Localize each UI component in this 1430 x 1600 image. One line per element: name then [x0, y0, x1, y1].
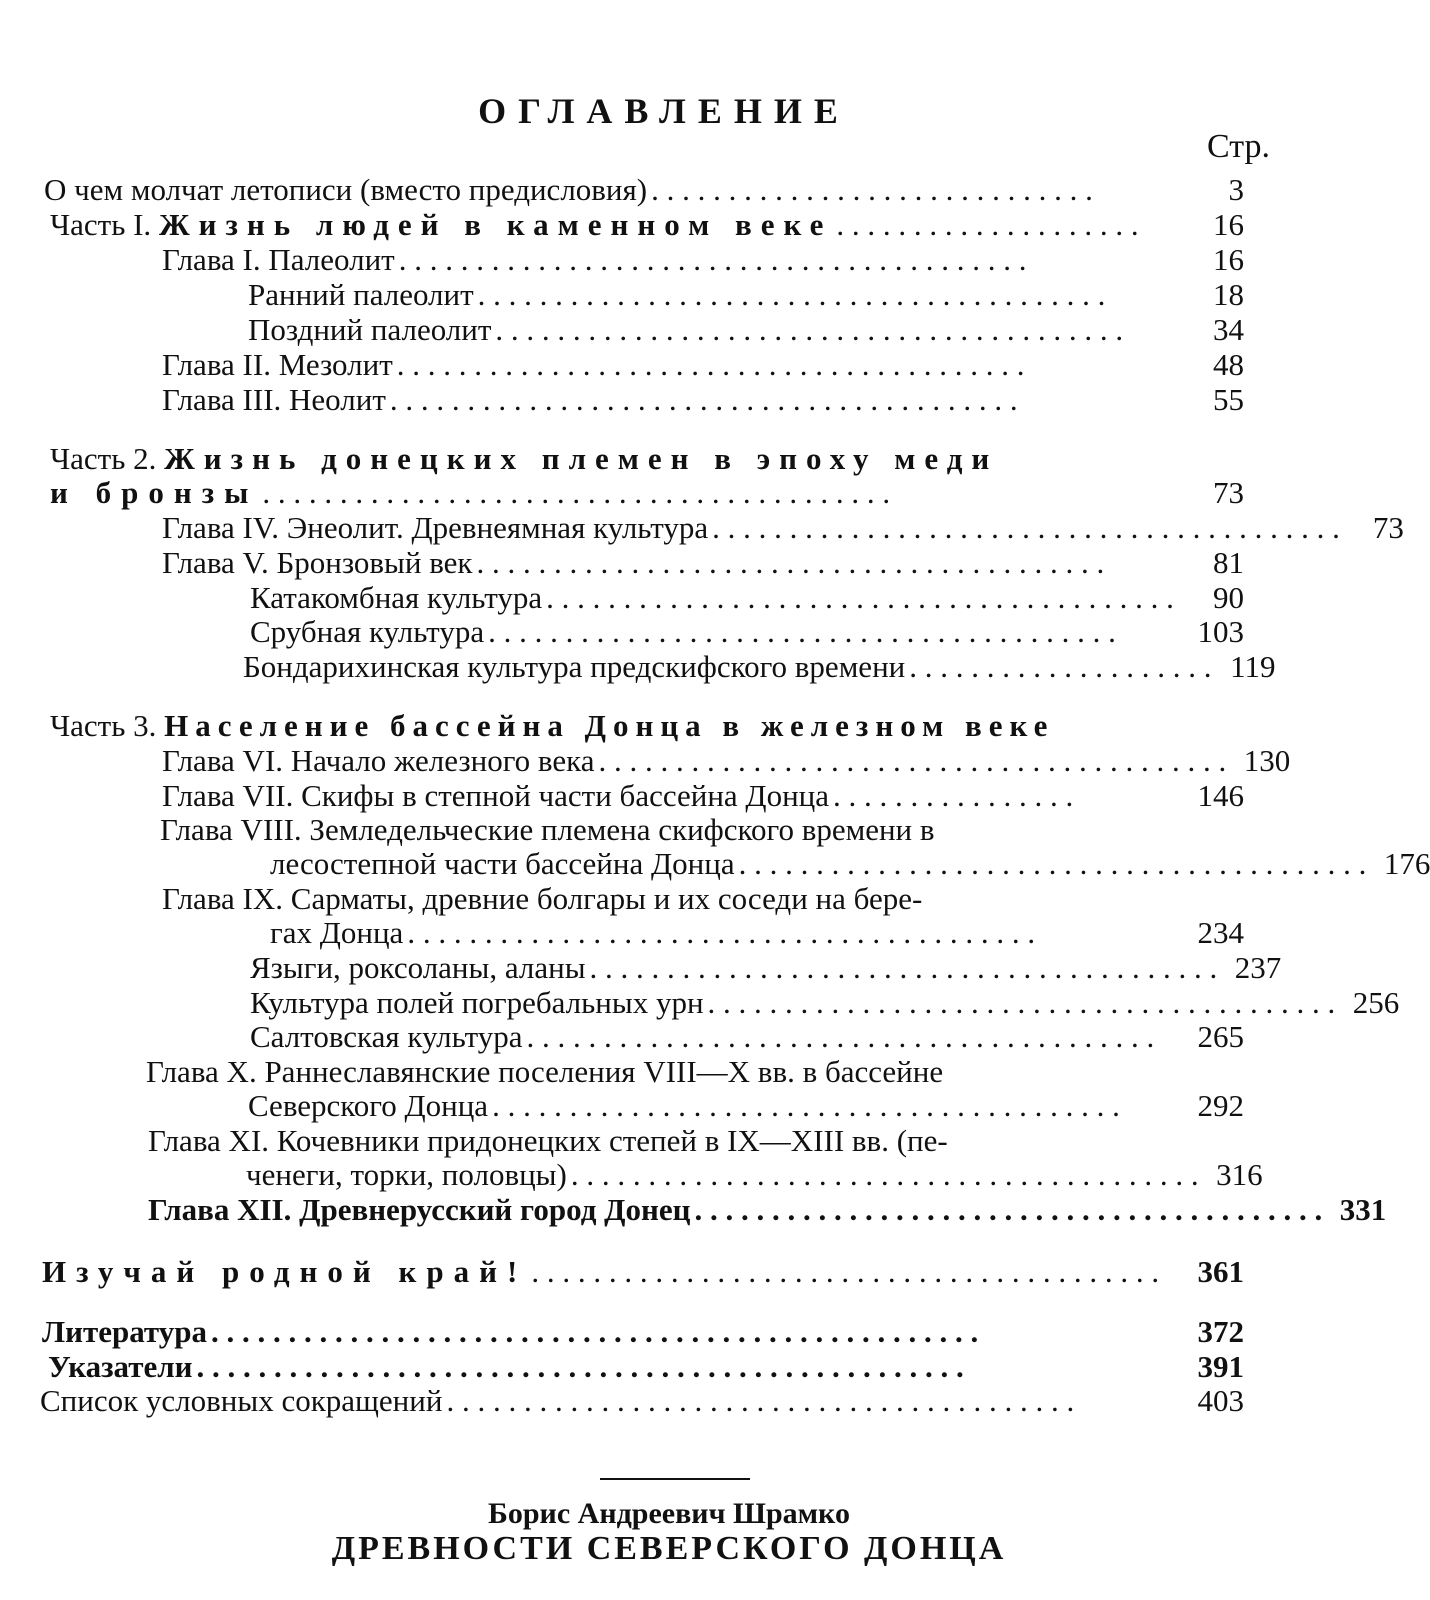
entry-label: лесостепной части бассейна Донца: [270, 846, 735, 881]
toc-entry: [250, 985, 1400, 1021]
toc-entry: [250, 950, 1282, 986]
entry-label: Глава V. Бронзовый век: [162, 545, 473, 580]
entry-page: 55: [1213, 382, 1244, 417]
entry-label: Жизнь людей в каменном веке: [158, 207, 833, 242]
entry-label: Северского Донца: [248, 1088, 489, 1123]
entry-page: 3: [1228, 172, 1244, 207]
entry-label: Глава XI. Кочевники придонецких степей в IX—XIII вв. (пе-: [148, 1123, 948, 1158]
part-prefix: Часть 2.: [50, 441, 165, 476]
entry-label: ченеги, торки, половцы): [246, 1157, 567, 1192]
toc-heading: ОГЛАВЛЕНИЕ: [478, 91, 850, 131]
toc-entry: [50, 475, 1244, 511]
entry-page: 292: [1197, 1088, 1244, 1123]
leader-dots: . . . . . . . . . . . . . . . . . . . . . . . . . . . . . . . . . . . . . . . . .: [396, 347, 1025, 382]
entry-page: 361: [1197, 1254, 1244, 1289]
toc-entry: [243, 649, 1276, 685]
toc-entry: [162, 743, 1291, 779]
toc-part-entry: [50, 708, 1244, 744]
leader-dots: . . . . . . . . . . . . . . . . . . . . . . . . . . . . . . . . . . . . . . . . . . . . . . . . . .: [196, 1349, 964, 1384]
toc-entry: [162, 778, 1244, 814]
entry-page: 130: [1243, 743, 1291, 778]
toc-entry: [40, 1383, 1244, 1419]
entry-label: Литература: [42, 1314, 207, 1349]
leader-dots: . . . . . . . . . . . . . . . . . . . . . . . . . . . . . . . . . . . . . . . . .: [531, 1254, 1160, 1289]
toc-entry: [160, 812, 1244, 848]
entry-label: и бронзы: [50, 475, 259, 510]
entry-page: 331: [1339, 1192, 1387, 1227]
leader-dots: . . . . . . . . . . . . . . . . . . . . . . . . . . . . .: [651, 172, 1093, 207]
entry-label: Языги, роксоланы, аланы: [250, 950, 586, 985]
entry-page: 16: [1213, 242, 1244, 277]
entry-page: 119: [1230, 649, 1276, 684]
entry-label: Глава VI. Начало железного века: [162, 743, 595, 778]
leader-dots: . . . . . . . . . . . . . . . . . . . . . . . . . . . . . . . . . . . . . . . . .: [389, 382, 1018, 417]
entry-label: Список условных сокращений: [40, 1383, 443, 1418]
toc-entry: [162, 881, 1244, 917]
leader-dots: . . . . . . . . . . . . . . . . . . . . . . . . . . . . . . . . . . . . . . . . .: [598, 743, 1227, 778]
author-name: Борис Андреевич Шрамко: [488, 1497, 850, 1530]
toc-entry: [146, 1054, 1244, 1090]
entry-label: Бондарихинская культура предскифского времени: [243, 649, 906, 684]
entry-label: Глава I. Палеолит: [162, 242, 395, 277]
entry-page: 316: [1216, 1157, 1263, 1192]
toc-entry: [148, 1123, 1244, 1159]
leader-dots: . . . . . . . . . . . . . . . . . . . .: [909, 649, 1212, 684]
leader-dots: . . . . . . . . . . . . . . . .: [833, 778, 1074, 813]
entry-page: 18: [1213, 277, 1244, 312]
entry-label: Ранний палеолит: [248, 277, 474, 312]
leader-dots: . . . . . . . . . . . . . . . . . . . . . . . . . . . . . . . . . . . . . . . . .: [495, 312, 1124, 347]
part-prefix: Часть I.: [50, 207, 159, 242]
page-column-header: Стр.: [1206, 128, 1270, 165]
leader-dots: . . . . . . . . . . . . . . . . . . . . . . . . . . . . . . . . . . . . . . . . .: [407, 915, 1036, 950]
entry-page: 176: [1383, 846, 1430, 881]
entry-page: 391: [1197, 1349, 1244, 1384]
leader-dots: . . . . . . . . . . . . . . . . . . . . . . . . . . . . . . . . . . . . . . . . .: [398, 242, 1027, 277]
entry-page: 237: [1234, 950, 1282, 985]
entry-label: Глава VII. Скифы в степной части бассейна Донца: [162, 778, 830, 813]
toc-entry: [248, 312, 1244, 348]
divider-rule: [600, 1478, 750, 1480]
leader-dots: . . . . . . . . . . . . . . . . . . . . . . . . . . . . . . . . . . . . . . . . .: [712, 510, 1340, 545]
entry-label: Срубная культура: [250, 614, 485, 649]
entry-label: О чем молчат летописи (вместо предисловия): [44, 172, 648, 207]
leader-dots: . . . . . . . . . . . . . . . . . . . . . . . . . . . . . . . . . . . . . . . . .: [476, 545, 1105, 580]
leader-dots: . . . . . . . . . . . . . . . . . . . . . . . . . . . . . . . . . . . . . . . . . . . . . . . . . .: [210, 1314, 979, 1349]
entry-label: Указатели: [48, 1349, 193, 1384]
entry-label: Катакомбная культура: [250, 580, 543, 615]
entry-label: Изучай родной край!: [42, 1254, 528, 1289]
toc-entry: [270, 846, 1430, 882]
entry-page: 34: [1213, 312, 1244, 347]
toc-entry: [270, 915, 1244, 951]
toc-entry: [162, 510, 1404, 546]
entry-label: Салтовская культура: [250, 1019, 523, 1054]
entry-page: 372: [1197, 1314, 1244, 1349]
leader-dots: . . . . . . . . . . . . . . . . . . . . . . . . . . . . . . . . . . . . . . . . .: [446, 1383, 1075, 1418]
entry-label: Глава IV. Энеолит. Древнеямная культура: [162, 510, 709, 545]
leader-dots: . . . . . . . . . . . . . . . . . . . . . . . . . . . . . . . . . . . . . . . . .: [694, 1192, 1323, 1227]
entry-label: Поздний палеолит: [248, 312, 492, 347]
toc-entry: [148, 1192, 1387, 1228]
leader-dots: . . . . . . . . . . . . . . . . . . . . . . . . . . . . . . . . . . . . . . . . .: [492, 1088, 1120, 1123]
toc-entry: [250, 580, 1244, 616]
leader-dots: . . . . . . . . . . . . . . . . . . . . . . . . . . . . . . . . . . . . . . . . .: [477, 277, 1106, 312]
toc-entry: [246, 1157, 1263, 1193]
toc-part-entry: [50, 207, 1244, 243]
toc-entry: [162, 347, 1244, 383]
entry-page: 234: [1197, 915, 1244, 950]
entry-label: Население бассейна Донца в железном веке: [164, 708, 1055, 743]
entry-page: 146: [1197, 778, 1244, 813]
entry-page: 256: [1352, 985, 1400, 1020]
toc-entry: [250, 614, 1244, 650]
toc-part-entry: [50, 441, 1244, 477]
entry-page: 48: [1213, 347, 1244, 382]
entry-page: 73: [1213, 475, 1244, 510]
toc-entry: [42, 1314, 1244, 1350]
entry-label: Глава VIII. Земледельческие племена скифского времени в: [160, 812, 935, 847]
toc-entry: [162, 382, 1244, 418]
entry-page: 103: [1197, 614, 1244, 649]
leader-dots: . . . . . . . . . . . . . . . . . . . .: [836, 207, 1139, 242]
leader-dots: . . . . . . . . . . . . . . . . . . . . . . . . . . . . . . . . . . . . . . . . .: [707, 985, 1336, 1020]
leader-dots: . . . . . . . . . . . . . . . . . . . . . . . . . . . . . . . . . . . . . . . . .: [738, 846, 1367, 881]
entry-label: Глава X. Раннеславянские поселения VIII—X вв. в бассейне: [146, 1054, 944, 1089]
part-prefix: Часть 3.: [50, 708, 165, 743]
entry-page: 81: [1213, 545, 1244, 580]
entry-page: 73: [1372, 510, 1404, 545]
toc-entry: [250, 1019, 1244, 1055]
entry-page: 16: [1213, 207, 1244, 242]
leader-dots: . . . . . . . . . . . . . . . . . . . . . . . . . . . . . . . . . . . . . . . . .: [589, 950, 1218, 985]
toc-entry: [162, 242, 1244, 278]
entry-page: 90: [1213, 580, 1244, 615]
toc-entry: [162, 545, 1244, 581]
leader-dots: . . . . . . . . . . . . . . . . . . . . . . . . . . . . . . . . . . . . . . . . .: [262, 475, 891, 510]
entry-label: Глава III. Неолит: [162, 382, 386, 417]
toc-entry: [248, 1088, 1244, 1124]
entry-label: Глава IX. Сарматы, древние болгары и их соседи на бере-: [162, 881, 923, 916]
entry-label: Культура полей погребальных урн: [250, 985, 704, 1020]
entry-page: 265: [1197, 1019, 1244, 1054]
leader-dots: . . . . . . . . . . . . . . . . . . . . . . . . . . . . . . . . . . . . . . . . .: [488, 614, 1116, 649]
entry-label: Жизнь донецких племен в эпоху меди: [164, 441, 999, 476]
leader-dots: . . . . . . . . . . . . . . . . . . . . . . . . . . . . . . . . . . . . . . . . .: [546, 580, 1174, 615]
toc-entry: [44, 172, 1244, 208]
leader-dots: . . . . . . . . . . . . . . . . . . . . . . . . . . . . . . . . . . . . . . . . .: [570, 1157, 1199, 1192]
leader-dots: . . . . . . . . . . . . . . . . . . . . . . . . . . . . . . . . . . . . . . . . .: [526, 1019, 1155, 1054]
book-title: ДРЕВНОСТИ СЕВЕРСКОГО ДОНЦА: [331, 1530, 1007, 1567]
entry-page: 403: [1197, 1383, 1244, 1418]
toc-entry: [48, 1349, 1244, 1385]
entry-label: гах Донца: [270, 915, 404, 950]
toc-entry: [248, 277, 1244, 313]
entry-label: Глава XII. Древнерусский город Донец: [148, 1192, 691, 1227]
entry-label: Глава II. Мезолит: [162, 347, 393, 382]
toc-entry: [42, 1254, 1244, 1290]
